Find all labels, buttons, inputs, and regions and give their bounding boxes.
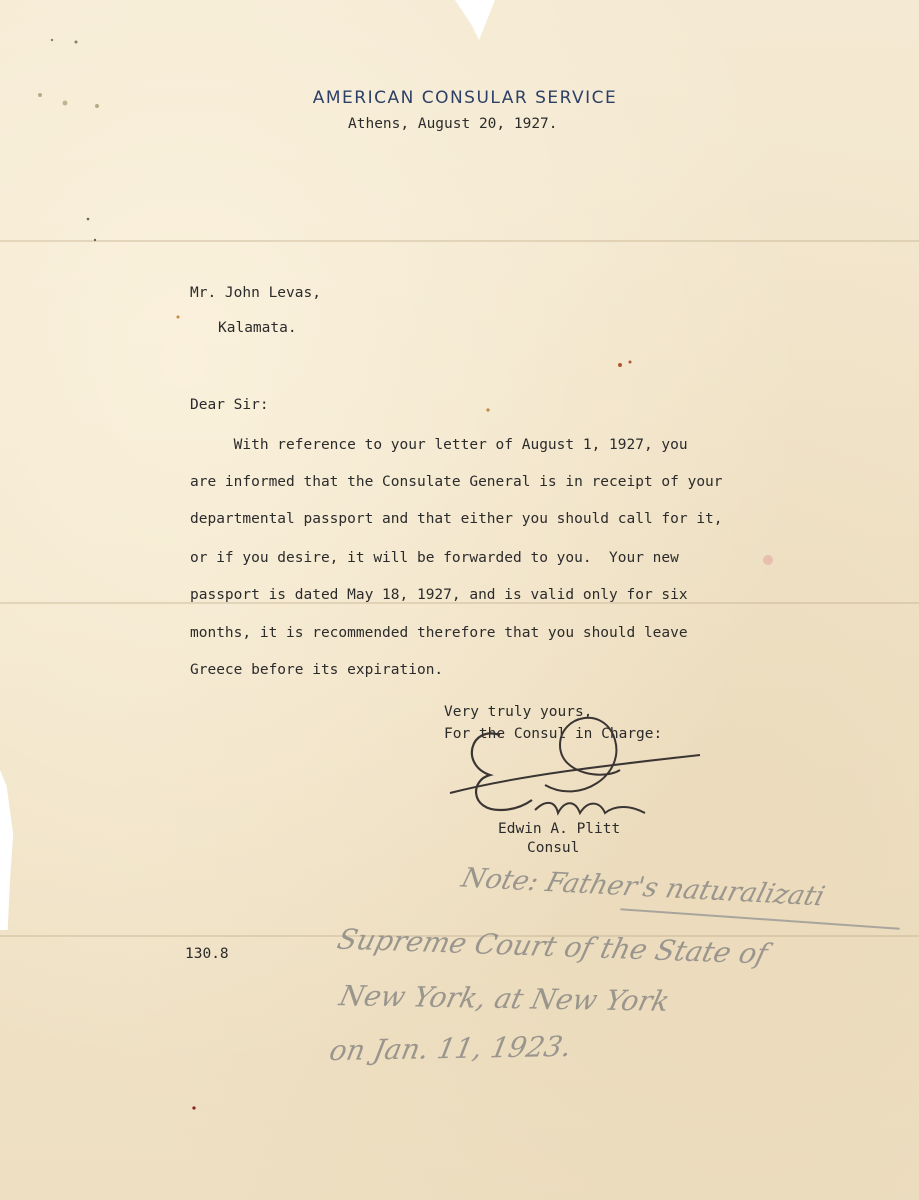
- handwritten-signature: [440, 705, 710, 825]
- salutation: Dear Sir:: [190, 397, 269, 413]
- handwritten-note-line: Note: Father's naturalizati: [458, 862, 829, 913]
- letter-date: Athens, August 20, 1927.: [348, 116, 558, 132]
- body-line: are informed that the Consulate General is in receipt of your: [190, 474, 723, 490]
- handwritten-note-line: New York, at New York: [336, 979, 673, 1018]
- letterhead-title: AMERICAN CONSULAR SERVICE: [312, 88, 618, 108]
- body-line: or if you desire, it will be forwarded to you. Your new: [190, 550, 679, 566]
- signer-name: Edwin A. Plitt: [498, 821, 621, 837]
- body-line: departmental passport and that either you should call for it,: [190, 511, 723, 527]
- body-line: passport is dated May 18, 1927, and is valid only for six: [190, 587, 688, 603]
- handwritten-note-line: Supreme Court of the State of: [334, 922, 771, 971]
- signer-title: Consul: [527, 840, 580, 856]
- recipient-name: Mr. John Levas,: [190, 285, 321, 301]
- body-line: With reference to your letter of August 1, 1927, you: [190, 437, 688, 453]
- body-line: months, it is recommended therefore that you should leave: [190, 625, 688, 641]
- closing-for-line: For the Consul in Charge:: [444, 726, 663, 742]
- body-line: Greece before its expiration.: [190, 662, 444, 678]
- recipient-place: Kalamata.: [218, 320, 297, 336]
- file-number: 130.8: [185, 946, 229, 962]
- closing-line: Very truly yours,: [444, 704, 593, 720]
- handwritten-note-line: on Jan. 11, 1923.: [326, 1029, 575, 1068]
